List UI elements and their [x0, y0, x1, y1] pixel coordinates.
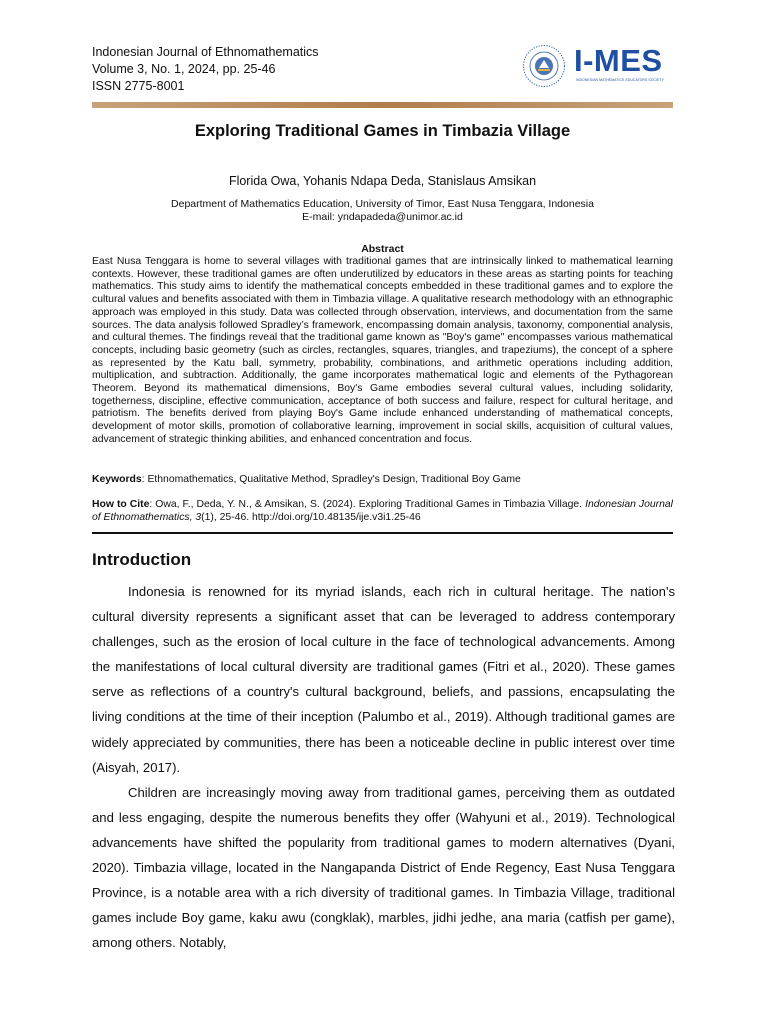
- keywords-text: : Ethnomathematics, Qualitative Method, Spradley's Design, Traditional Boy Game: [141, 474, 521, 485]
- citation-text: : Owa, F., Deda, Y. N., & Amsikan, S. (2024). Exploring Traditional Games in Timbazia Village.: [149, 499, 586, 510]
- abstract-heading: Abstract: [361, 243, 404, 255]
- affiliation-block: [92, 198, 673, 224]
- journal-header: [92, 44, 319, 95]
- journal-issn: ISSN 2775-8001: [92, 79, 185, 93]
- paragraph: Children are increasingly moving away from traditional games, perceiving them as outdated and less engaging, despite the numerous benefits they offer (Wahyuni et al., 2019). Technological advancements have shifted the popularity from traditional games to modern alternatives (Dyani, 2020). Timbazia village, located in the Nangapanda District of Ende Regency, East Nusa Tenggara Province, is a notable area with a rich diversity of traditional games. In Timbazia Village, traditional games include Boy game, kaku awu (congklak), marbles, jidhi jedhe, ana maria (catfish per game), among others. Notably,: [92, 784, 675, 951]
- paragraph: Indonesia is renowned for its myriad islands, each rich in cultural heritage. The nation's cultural diversity represents a significant asset that can be leveraged to address contemporary challenges, such as the erosion of local culture in the face of technological advancements. Among the manifestations of local cultural diversity are traditional games (Fitri et al., 2020). These games serve as reflections of a country's cultural background, beliefs, and passions, encapsulating the living conditions at the time of their inception (Palumbo et al., 2019). Although traditional games are widely appreciated by communities, there has been a noticeable decline in public interest over time (Aisyah, 2017).: [92, 584, 675, 775]
- how-to-cite-label: How to Cite: [92, 499, 150, 510]
- paper-title: Exploring Traditional Games in Timbazia Village: [194, 122, 571, 140]
- citation-journal: Indonesian Journal of Ethnomathematics, 3: [92, 499, 673, 524]
- journal-volume: Volume 3, No. 1, 2024, pp. 25-46: [92, 62, 276, 76]
- header-divider: [92, 102, 673, 108]
- brand-subtitle: INDONESIAN MATHEMATICS EDUCATORS SOCIETY: [576, 78, 664, 82]
- society-seal-icon: [522, 44, 566, 88]
- paper-authors: Florida Owa, Yohanis Ndapa Deda, Stanislaus Amsikan: [228, 174, 537, 188]
- section-heading: Introduction: [92, 550, 192, 569]
- affiliation: Department of Mathematics Education, University of Timor, East Nusa Tenggara, Indonesia: [171, 198, 594, 210]
- citation-doi: (1), 25-46. http://doi.org/10.48135/ije.v3i1.25-46: [201, 512, 421, 524]
- section-divider: [92, 532, 673, 534]
- abstract-text: East Nusa Tenggara is home to several villages with traditional games that are intrinsically linked to mathematical learning contexts. However, these traditional games are often underutilized by educators in these areas as starting points for teaching mathematics. This study aims to identify the mathematical concepts embedded in these traditional games and to explore the cultural values and benefits associated with them in Timbazia village. A qualitative research methodology with an ethnographic approach was employed in this study. Data was collected through observation, interviews, and documentation from the same sources. The data analysis followed Spradley’s framework, encompassing domain analysis, taxonomy, componential analysis, and cultural themes. The findings reveal that the traditional game known as "Boy's game" encompasses various mathematical concepts, including basic geometry (such as circles, rectangles, squares, triangles, and trapeziums), the concept of a sphere as represented by the Katu ball, symmetry, probability, combinations, and arithmetic operations including addition, multiplication, and subtraction. Additionally, the game incorporates mathematical logic and elements of the Pythagorean Theorem. Beyond its mathematical dimensions, Boy's Game embodies several cultural values, including solidarity, togetherness, discipline, effective communication, acceptance of both success and failure, respect for cultural heritage, and patriotism. The benefits derived from playing Boy's Game include enhanced understanding of mathematical concepts, development of motor skills, promotion of collaborative learning, improvement in social skills, acquisition of cultural values, advancement of strategic thinking abilities, and enhanced concentration and focus.: [92, 256, 673, 445]
- how-to-cite: [92, 498, 673, 524]
- journal-name: Indonesian Journal of Ethnomathematics: [92, 45, 319, 59]
- brand-name: I-MES: [574, 43, 663, 78]
- author-email: E-mail: yndapadeda@unimor.ac.id: [302, 211, 463, 223]
- keywords: [92, 473, 673, 486]
- keywords-label: Keywords: [92, 474, 142, 485]
- body-text: [92, 579, 675, 955]
- imes-logo: [522, 44, 672, 90]
